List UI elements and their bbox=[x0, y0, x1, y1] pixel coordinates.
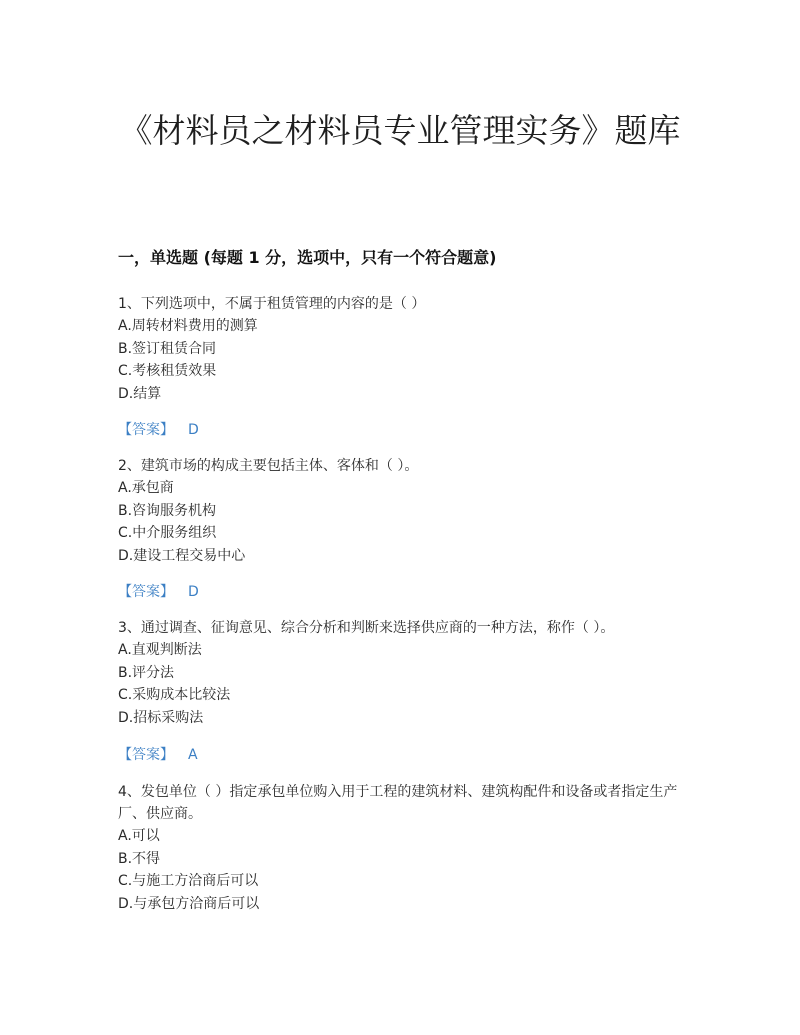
option-b: B.咨询服务机构 bbox=[118, 502, 217, 519]
answer-3 bbox=[118, 744, 198, 766]
option-b: B.评分法 bbox=[118, 664, 175, 681]
option-a: A.承包商 bbox=[118, 480, 174, 496]
option-d: D.结算 bbox=[118, 385, 162, 402]
option-c: C.考核租赁效果 bbox=[118, 363, 217, 379]
option-c: C.中介服务组织 bbox=[118, 525, 217, 541]
question-text: 3、通过调查、征询意见、综合分析和判断来选择供应商的一种方法，称作（ ）。 bbox=[118, 620, 615, 636]
option-a: A.周转材料费用的测算 bbox=[118, 318, 258, 334]
answer-label: 【答案】 bbox=[118, 747, 174, 763]
option-c: C.与施工方洽商后可以 bbox=[118, 873, 259, 889]
document-title: 《材料员之材料员专业管理实务》题库 bbox=[119, 111, 681, 150]
answer-value: D bbox=[188, 422, 199, 438]
answer-label: 【答案】 bbox=[118, 422, 174, 438]
question-3 bbox=[118, 617, 688, 729]
question-text: 4、发包单位（ ）指定承包单位购入用于工程的建筑材料、建筑构配件和设备或者指定生产厂、供应商。 bbox=[118, 784, 678, 822]
answer-2 bbox=[118, 581, 199, 603]
option-d: D.建设工程交易中心 bbox=[118, 547, 246, 564]
option-b: B.不得 bbox=[118, 850, 161, 867]
answer-value: A bbox=[188, 747, 198, 763]
option-d: D.招标采购法 bbox=[118, 709, 204, 726]
question-2 bbox=[118, 455, 688, 567]
option-c: C.采购成本比较法 bbox=[118, 687, 231, 703]
answer-label: 【答案】 bbox=[118, 584, 174, 600]
question-1 bbox=[118, 293, 688, 405]
option-a: A.可以 bbox=[118, 828, 160, 844]
section-heading: 一，单选题 (每题 1 分，选项中，只有一个符合题意) bbox=[118, 248, 497, 267]
question-text: 1、下列选项中，不属于租赁管理的内容的是（ ） bbox=[118, 296, 426, 312]
option-b: B.签订租赁合同 bbox=[118, 340, 217, 357]
option-d: D.与承包方洽商后可以 bbox=[118, 895, 260, 912]
option-a: A.直观判断法 bbox=[118, 642, 202, 658]
question-4 bbox=[118, 781, 688, 915]
answer-1 bbox=[118, 419, 199, 441]
answer-value: D bbox=[188, 584, 199, 600]
question-text: 2、建筑市场的构成主要包括主体、客体和（ ）。 bbox=[118, 458, 419, 474]
